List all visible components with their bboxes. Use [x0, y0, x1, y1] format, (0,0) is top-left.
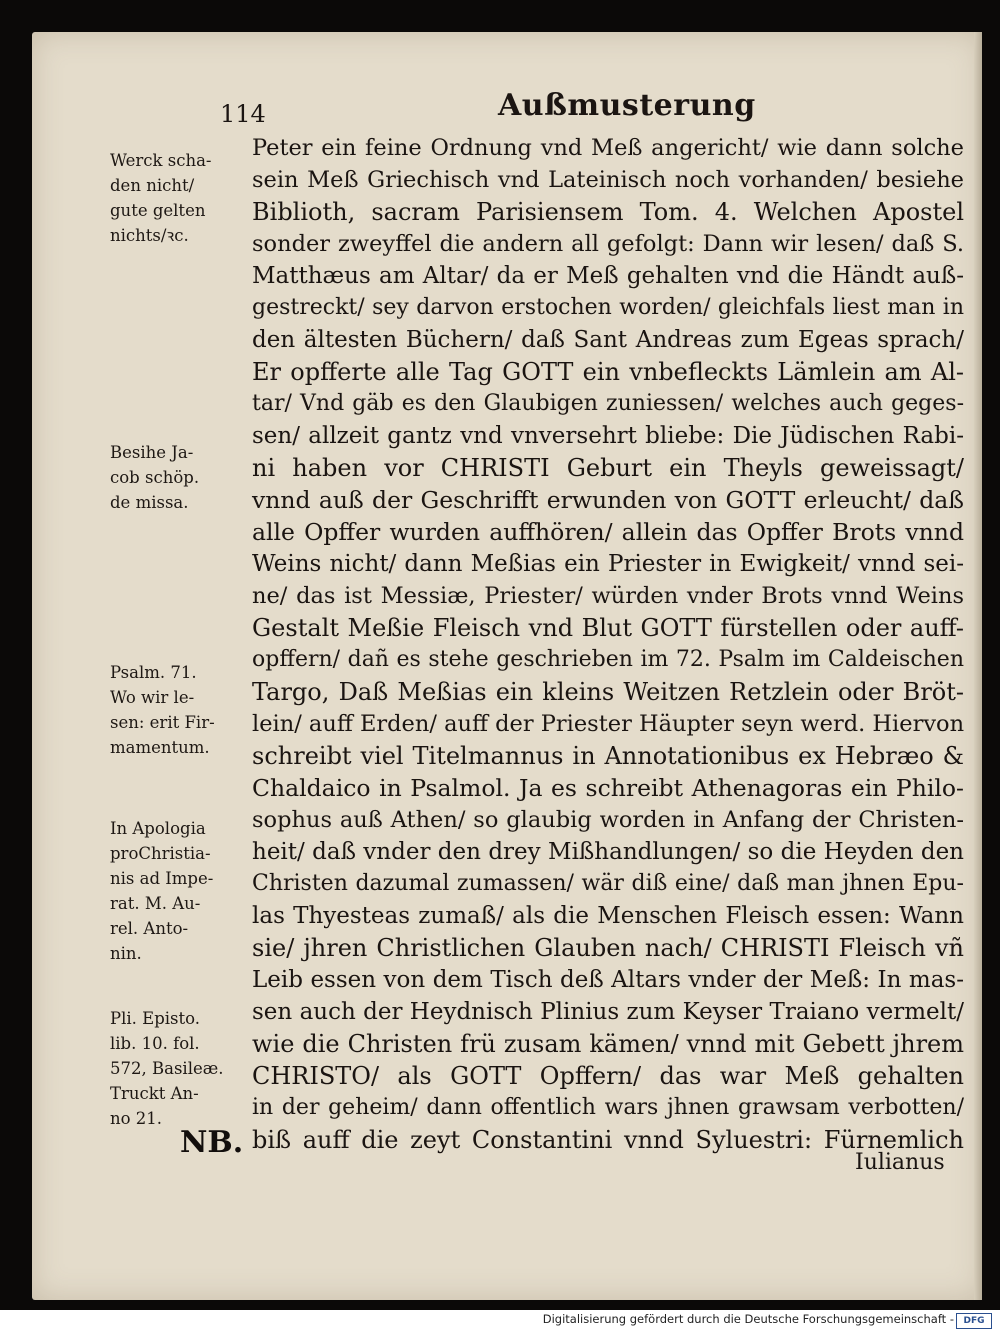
text-line: ni haben vor CHRISTI Geburt ein Theyls geweissagt/ — [252, 454, 964, 482]
margin-notes — [110, 148, 260, 1168]
running-title: Außmusterung — [498, 88, 756, 123]
text-line: CHRISTO/ als GOTT Opffern/ das war Meß gehalten — [252, 1062, 964, 1090]
margin-note: Werck scha- den nicht/ gute gelten nichts/ꝛc. — [110, 151, 212, 245]
text-line: Weins nicht/ dann Meßias ein Priester in Ewigkeit/ vnnd sei- — [252, 551, 964, 577]
text-line: wie die Christen frü zusam kämen/ vnnd mit Gebett jhrem — [252, 1030, 964, 1058]
margin-note: In Apologia proChristia- nis ad Impe- rat. M. Au- rel. Anto- nin. — [110, 819, 214, 963]
text-line: schreibt viel Titelmannus in Annotationibus ex Hebræo & — [252, 742, 964, 770]
catchword: Iulianus — [855, 1150, 945, 1175]
text-line: tar/ Vnd gäb es den Glaubigen zuniessen/ welches auch geges- — [252, 391, 964, 416]
funding-credit: Digitalisierung gefördert durch die Deutsche Forschungsgemeinschaft - — [542, 1312, 954, 1326]
text-line: lein/ auff Erden/ auff der Priester Häupter seyn werd. Hiervon — [252, 711, 965, 737]
margin-note: Pli. Episto. lib. 10. fol. 572, Basileæ. Truckt An- no 21. — [110, 1009, 224, 1128]
text-line: vnnd auß der Geschrifft erwunden von GOTT erleucht/ daß — [252, 486, 964, 514]
text-line: opffern/ dañ es stehe geschrieben im 72. Psalm im Caldeischen — [252, 647, 964, 672]
text-line: sonder zweyffel die andern all gefolgt: Dann wir lesen/ daß S. — [252, 231, 964, 257]
page-number: 114 — [220, 100, 266, 128]
text-line: Targo, Daß Meßias ein kleins Weitzen Retzlein oder Bröt- — [252, 678, 964, 706]
text-line: las Thyesteas zumaß/ als die Menschen Fleisch essen: Wann — [252, 903, 964, 929]
text-line: Chaldaico in Psalmol. Ja es schreibt Athenagoras ein Philo- — [252, 774, 964, 802]
text-line: sen/ allzeit gantz vnd vnversehrt bliebe: Die Jüdischen Rabi- — [252, 423, 964, 449]
text-line: alle Opffer wurden auffhören/ allein das Opffer Brots vnnd — [252, 518, 964, 546]
text-line: den ältesten Büchern/ daß Sant Andreas zum Egeas sprach/ — [252, 327, 964, 353]
text-line: Biblioth, sacram Parisiensem Tom. 4. Welchen Apostel — [252, 198, 964, 226]
margin-note: Psalm. 71. Wo wir le- sen: erit Fir- mamentum. — [110, 663, 215, 757]
text-line: Matthæus am Altar/ da er Meß gehalten vnd die Händt auß- — [252, 263, 964, 289]
page-header — [0, 78, 1000, 126]
body-text — [252, 132, 964, 1156]
text-line: sen auch der Heydnisch Plinius zum Keyser Traiano vermelt/ — [252, 999, 964, 1025]
text-line: heit/ daß vnder den drey Mißhandlungen/ so die Heyden den — [252, 839, 964, 865]
dfg-logo-icon: DFG — [956, 1313, 992, 1329]
digitization-footer — [0, 1310, 1000, 1330]
text-line: Er opfferte alle Tag GOTT ein vnbefleckts Lämlein am Al- — [252, 358, 964, 386]
text-line: Peter ein feine Ordnung vnd Meß angericht/ wie dann solche — [252, 135, 964, 161]
page-edge — [974, 32, 982, 1300]
text-line: ne/ das ist Messiæ, Priester/ würden vnder Brots vnnd Weins — [252, 583, 964, 609]
text-line: in der geheim/ dann offentlich wars jhnen grawsam verbotten/ — [252, 1095, 964, 1120]
margin-note: Besihe Ja- cob schöp. de missa. — [110, 443, 200, 512]
nota-bene-mark: NB. — [180, 1125, 244, 1160]
text-line: sein Meß Griechisch vnd Lateinisch noch vorhanden/ besiehe — [252, 167, 964, 193]
text-line: gestreckt/ sey darvon erstochen worden/ gleichfals liest man in — [252, 295, 964, 320]
text-line: sie/ jhren Christlichen Glauben nach/ CHRISTI Fleisch vñ — [252, 934, 964, 962]
text-line: Christen dazumal zumassen/ wär diß eine/ daß man jhnen Epu- — [252, 871, 964, 896]
text-line: biß auff die zeyt Constantini vnnd Syluestri: Fürnemlich — [252, 1126, 964, 1154]
text-line: Leib essen von dem Tisch deß Altars vnder der Meß: In mas- — [252, 967, 964, 993]
text-line: Gestalt Meßie Fleisch vnd Blut GOTT fürstellen oder auff- — [252, 614, 964, 642]
text-line: sophus auß Athen/ so glaubig worden in Anfang der Christen- — [252, 807, 964, 833]
